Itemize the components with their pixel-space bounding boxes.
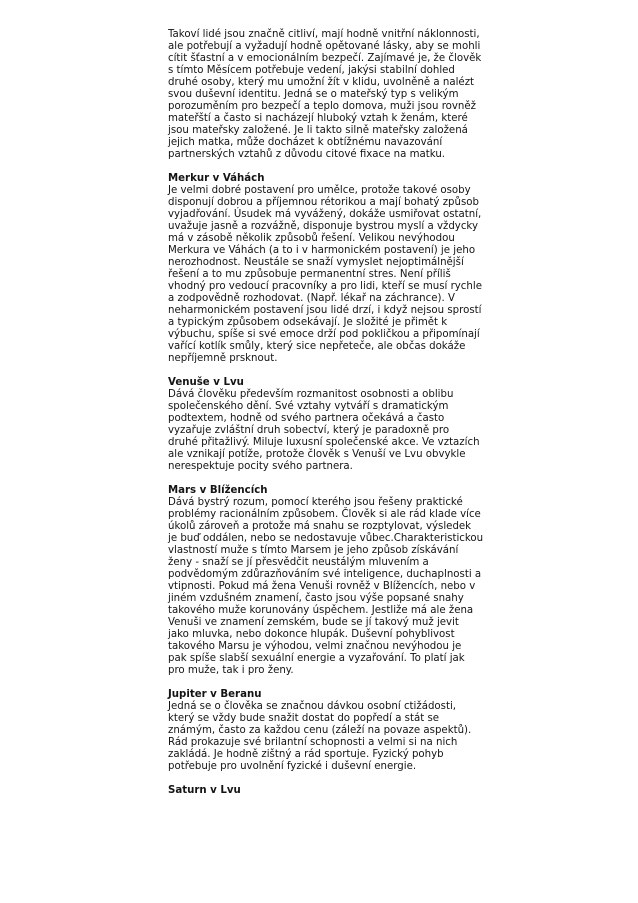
section-jupiter [168, 689, 513, 773]
section-venuse [168, 377, 513, 473]
section-body: Dává bystrý rozum, pomocí kterého jsou řešeny praktické problémy racionálním způsobem. Člověk si ale rád klade více úkolů zároveň a protože má snahu se rozptylovat, výsledek je buď oddálen, nebo se nedostavuje vůbec.Charakteristickou vlastností muže s tímto Marsem je jeho způsob získávání ženy - snaží se jí přesvědčit neustálým mluvením a podvědomým zdůrazňováním své inteligence, duchaplnosti a vtipnosti. Pokud má žena Venuši rovněž v Blížencích, nebo v jiném vzdušném znamení, často jsou výše popsané snahy takového muže korunovány úspěchem. Jestliže má ale žena Venuši ve znamení zemském, bude se jí takový muž jevit jako mluvka, nebo dokonce hlupák. Duševní pohyblivost takového Marsu je výhodou, velmi značnou nevýhodou je pak spíše slabší sexuální energie a vyzařování. To platí jak pro muže, tak i pro ženy. [168, 497, 484, 676]
section-body: Je velmi dobré postavení pro umělce, protože takové osoby disponují dobrou a příjemnou rétorikou a mají bohatý způsob vyjadřování. Úsudek má vyvážený, dokáže usmiřovat ostatní, uvažuje jasně a rozvážně, disponuje bystrou myslí a vždycky má v zásobě několik způsobů řešení. Velikou nevýhodou Merkura ve Váhách (a to i v harmonickém postavení) je jeho nerozhodnost. Neustále se snaží vymyslet nejoptimálnější řešení a to mu způsobuje permanentní stres. Není příliš vhodný pro vedoucí pracovníky a pro lidi, kteří se musí rychle a zodpovědně rozhodovat. (Např. lékař na záchrance). V neharmonickém postavení jsou lidé drzí, i když nejsou sprostí a typickým způsobem odsekávají. Je složité je přimět k výbuchu, spíše si své emoce drží pod pokličkou a připomínají vařící kotlík smůly, který sice nepřeteče, ale občas dokáže nepříjemně prsknout. [168, 185, 482, 364]
section-merkur [168, 173, 513, 365]
section-body: Jedná se o člověka se značnou dávkou osobní ctižádosti, který se vždy bude snažit dostat do popředí a stát se známým, často za každou cenu (záleží na povaze aspektů). Rád prokazuje své brilantní schopnosti a velmi si na nich zakládá. Je hodně zištný a rád sportuje. Fyzický pohyb potřebuje pro uvolnění fyzické i duševní energie. [168, 701, 472, 772]
document-page [168, 29, 513, 797]
section-saturn [168, 785, 513, 797]
section-title: Jupiter v Beranu [168, 689, 262, 700]
section-gap [168, 365, 513, 377]
section-title: Venuše v Lvu [168, 377, 244, 388]
section-title: Saturn v Lvu [168, 785, 241, 796]
section-body: Dává člověku především rozmanitost osobnosti a oblibu společenského dění. Své vztahy vytváří s dramatickým podtextem, hodně od svého partnera očekává a často vyzařuje zvláštní druh sobectví, který je paradoxně pro druhé přitažlivý. Miluje luxusní společenské akce. Ve vztazích ale vznikají potíže, protože člověk s Venuší ve Lvu obvykle nerespektuje pocity svého partnera. [168, 389, 480, 472]
section-gap [168, 473, 513, 485]
section-title: Merkur v Váhách [168, 173, 265, 184]
section-gap [168, 161, 513, 173]
section-gap [168, 677, 513, 689]
section-mars [168, 485, 513, 677]
intro-paragraph: Takoví lidé jsou značně citliví, mají hodně vnitřní náklonnosti, ale potřebují a vyžadují hodně opětované lásky, aby se mohli cítit šťastní a v emocionálním bezpečí. Zajímavé je, že člověk s tímto Měsícem potřebuje vedení, jakýsi stabilní dohled druhé osoby, který mu umožní žít v klidu, uvolněně a nalézt svou duševní identitu. Jedná se o mateřský typ s velikým porozuměním pro bezpečí a teplo domova, muži jsou rovněž mateřští a často si nacházejí hluboký vztah k ženám, které jsou mateřsky založené. Je li takto silně mateřsky založená jejich matka, může docházet k obtížnému navazování partnerských vztahů z důvodu citové fixace na matku. [168, 29, 482, 160]
section-title: Mars v Blížencích [168, 485, 268, 496]
section-gap [168, 773, 513, 785]
